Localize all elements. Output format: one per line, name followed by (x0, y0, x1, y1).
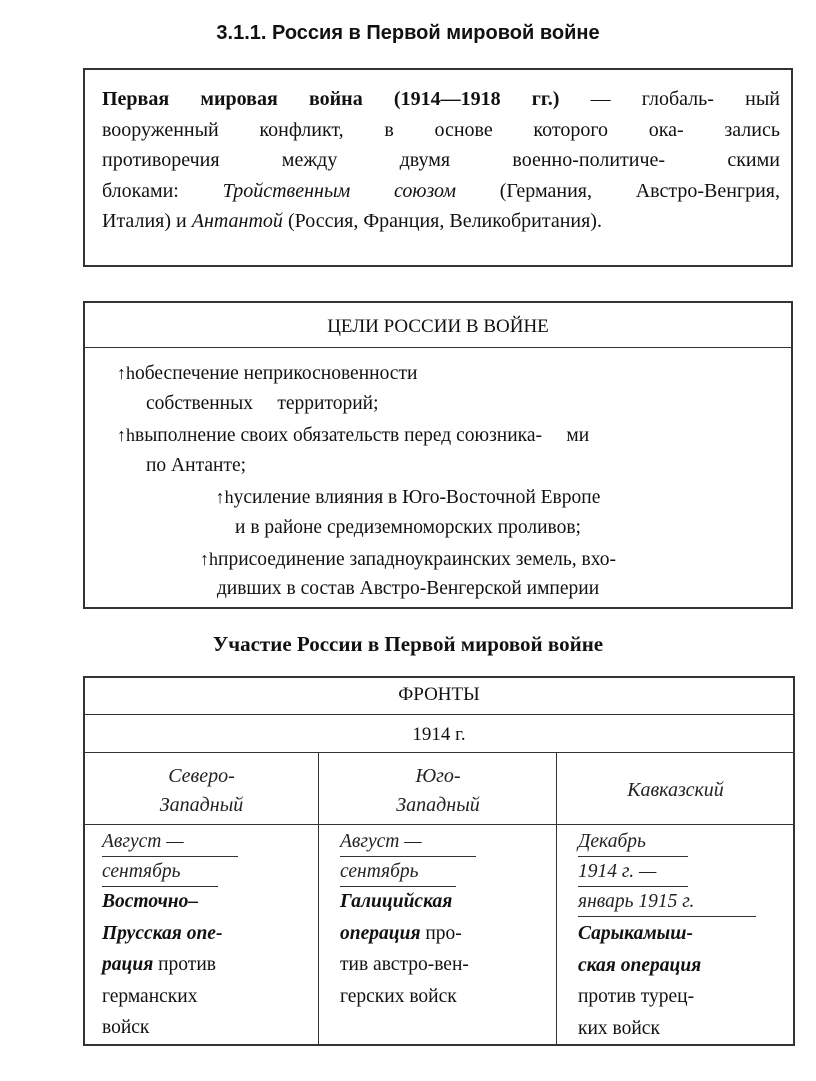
definition-term: Первая мировая война (1914—1918 гг.) (102, 88, 560, 110)
definition-line4-post: (Германия, Австро-Венгрия, (499, 179, 781, 202)
front-name-line2: Западный (159, 794, 244, 816)
goal-4-line2: дивших в состав Австро-Венгерской империи (216, 578, 600, 599)
date-caucasus (578, 827, 756, 917)
date-line1: Август — (340, 827, 476, 857)
date-line2: сентябрь (340, 857, 456, 887)
column-divider (556, 753, 557, 1044)
goal-2-line2: по Антанте; (146, 455, 247, 476)
date-northwest (102, 827, 238, 887)
goal-item-3 (0, 484, 816, 511)
op-line1: Галицийская (340, 891, 453, 912)
goal-1-line1: обеспечение неприкосновенности (135, 363, 418, 384)
goal-3-line2: и в районе средиземноморских проливов; (235, 517, 581, 538)
participation-title: Участие России в Первой мировой войне (212, 632, 604, 656)
triple-alliance: Тройственным союзом (222, 179, 456, 202)
definition-line5-post: (Россия, Франция, Великобритания). (287, 210, 602, 232)
divider (85, 824, 793, 825)
definition-line2: вооруженный конфликт, в основе которого ока- зались (102, 118, 780, 141)
goals-header: ЦЕЛИ РОССИИ В ВОЙНЕ (85, 303, 791, 348)
page-title: 3.1.1. Россия в Первой мировой войне (216, 22, 600, 44)
front-southwest (320, 762, 556, 820)
definition-line1: — глобаль- ный (590, 88, 780, 110)
goal-4-line1: присоединение западноукраинских земель, вхо- (218, 549, 616, 570)
op-line4: герских войск (340, 985, 457, 1007)
definition-line5-pre: Италия) и (102, 210, 187, 232)
op-line5: войск (102, 1017, 150, 1038)
goal-item-2 (117, 422, 589, 449)
op-line1: Восточно– (102, 891, 199, 912)
op-line2: ская операция (578, 954, 702, 976)
date-line2: сентябрь (102, 857, 218, 887)
definition-line3: противоречия между двумя военно-политиче- скими (102, 149, 780, 171)
date-line3: январь 1915 г. (578, 887, 756, 917)
goal-item-4 (0, 546, 816, 573)
entente: Антантой (191, 210, 283, 232)
op-line4: германских (102, 985, 198, 1007)
front-caucasus (558, 776, 793, 805)
front-name: Кавказский (627, 779, 724, 801)
date-line2: 1914 г. — (578, 857, 688, 887)
goal-item-1 (117, 360, 417, 387)
date-line1: Август — (102, 827, 238, 857)
goal-bullet-icon: ↑h (215, 487, 234, 507)
front-name-line1: Северо- (168, 765, 235, 787)
definition-text (102, 84, 780, 237)
op-line2: Прусская опе- (102, 922, 223, 944)
operation-northwest (102, 886, 222, 1044)
op-line3: тив австро-вен- (340, 954, 469, 975)
goal-3-line1: усиление влияния в Юго-Восточной Европе (233, 487, 601, 508)
goal-bullet-icon: ↑h (117, 425, 135, 445)
definition-line4-pre: блоками: (102, 179, 179, 202)
front-northwest (85, 762, 318, 820)
divider (85, 714, 793, 715)
fronts-header: ФРОНТЫ (398, 684, 480, 705)
goal-1-line2: собственных территорий; (146, 393, 379, 414)
op-line2-rest: про- (420, 922, 462, 944)
goal-bullet-icon: ↑h (200, 549, 219, 569)
op-line2-bold: операция (340, 922, 421, 944)
op-line3-rest: против (153, 954, 216, 975)
date-southwest (340, 827, 476, 887)
op-line3-bold: рация (102, 954, 154, 975)
divider (85, 752, 793, 753)
goal-2-line1: выполнение своих обязательств перед союзника- ми (135, 425, 590, 446)
goal-bullet-icon: ↑h (117, 363, 135, 383)
op-line3: против турец- (578, 986, 695, 1007)
front-name-line2: Западный (396, 794, 480, 816)
date-line1: Декабрь (578, 827, 688, 857)
op-line1: Сарыкамыш- (578, 923, 693, 944)
front-name-line1: Юго- (415, 765, 461, 787)
operation-caucasus (578, 918, 701, 1044)
column-divider (318, 753, 319, 1044)
operation-southwest (340, 886, 469, 1012)
year-header: 1914 г. (412, 724, 466, 745)
op-line4: ких войск (578, 1017, 660, 1039)
